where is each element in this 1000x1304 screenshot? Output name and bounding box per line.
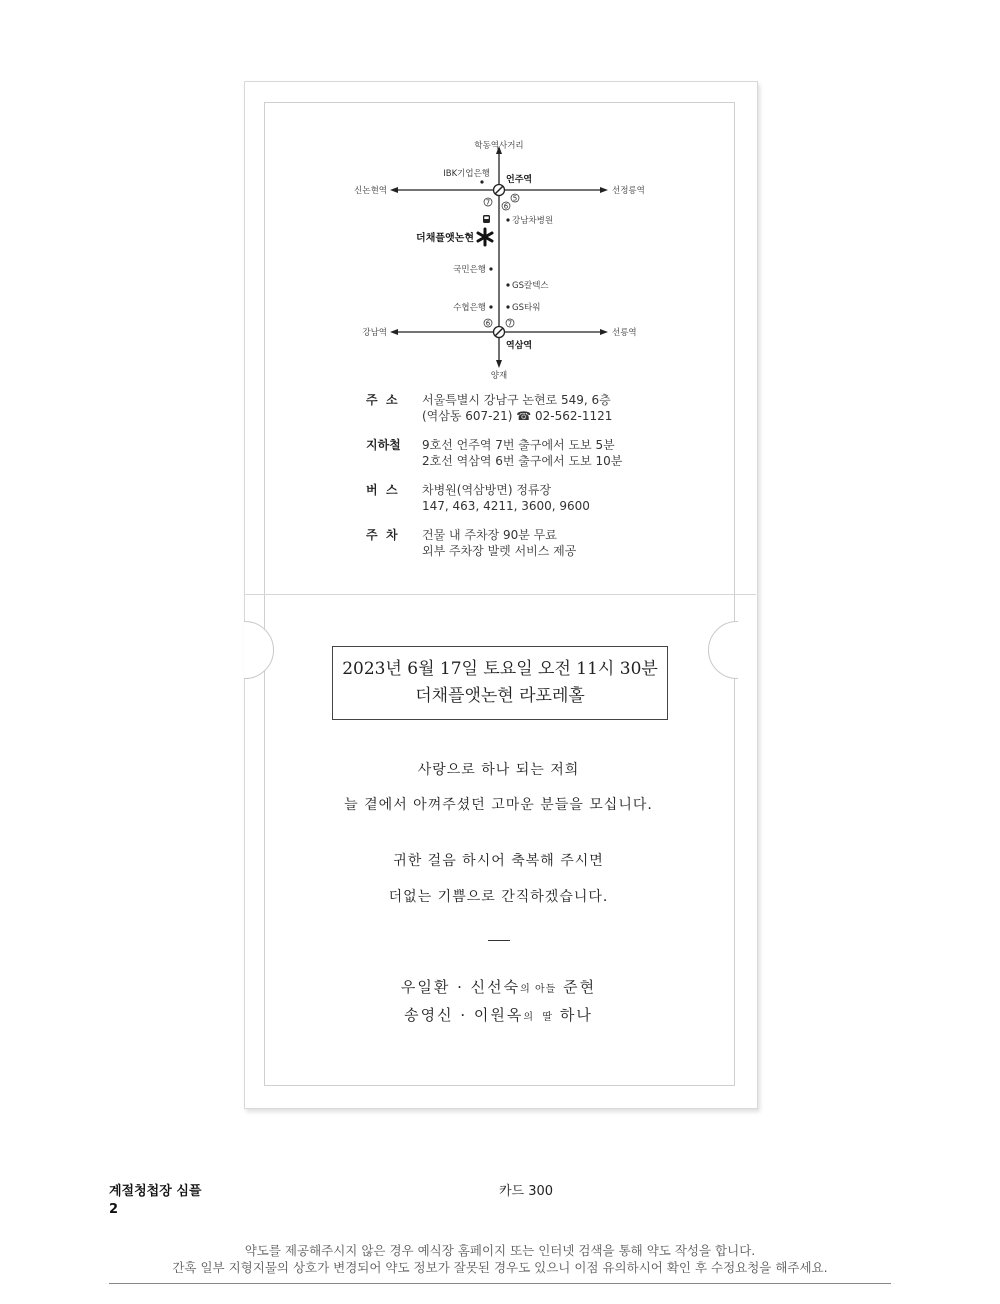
venue-label: 더채플앳논현: [416, 233, 474, 244]
message-line1: 사랑으로 하나 되는 저희: [417, 762, 580, 778]
north-label: 학동역사거리: [474, 141, 524, 151]
map-svg: [340, 130, 660, 390]
bus-line1: 차병원(역삼방면) 정류장: [422, 483, 552, 497]
suhyup-dot: [489, 305, 492, 308]
subway-line2: 2호선 역삼역 6번 출구에서 도보 10분: [422, 454, 623, 468]
product-name: 계절청첩장 심플: [109, 1184, 202, 1199]
event-datetime-box: [332, 646, 668, 720]
bus-icon: [483, 215, 490, 223]
top-west-label: 신논현역: [354, 186, 387, 196]
groom-parents: 우일환 · 신선숙: [400, 978, 521, 996]
gs-caltex-label: GS칼텍스: [512, 281, 549, 291]
hospital-label: 강남차병원: [512, 216, 554, 226]
exit-7-top-label: 7: [485, 198, 491, 207]
gs-caltex-dot: [506, 283, 509, 286]
arrow-east-bottom-icon: [600, 329, 608, 335]
groom-line: [264, 976, 733, 997]
address-label: 주 소: [366, 393, 398, 407]
footer-rule: [109, 1283, 891, 1284]
south-label: 양재: [490, 371, 508, 381]
product-code: 카드 300: [499, 1184, 554, 1199]
location-map: [340, 130, 660, 390]
event-datetime: 2023년 6월 17일 토요일 오전 11시 30분: [342, 659, 658, 679]
address-line1: 서울특별시 강남구 논현로 549, 6층: [422, 393, 611, 407]
address-row: [366, 392, 666, 424]
ibk-dot: [480, 180, 483, 183]
kookmin-dot: [489, 267, 492, 270]
subway-label: 지하철: [366, 438, 401, 452]
parking-line1: 건물 내 주차장 90분 무료: [422, 528, 557, 542]
exit-6-bottom-label: 6: [485, 319, 491, 328]
parking-label: 주 차: [366, 528, 398, 542]
kookmin-label: 국민은행: [453, 265, 486, 275]
divider-dash: [488, 940, 510, 941]
message-line3: 귀한 걸음 하시어 축복해 주시면: [393, 853, 604, 869]
arrow-east-top-icon: [600, 187, 608, 193]
groom-name: 준현: [563, 978, 597, 996]
left-notch: [216, 621, 274, 679]
parking-line2: 외부 주차장 발렛 서비스 제공: [422, 544, 577, 558]
gs-tower-label: GS타워: [512, 303, 541, 313]
hospital-dot: [506, 218, 509, 221]
bride-name: 하나: [559, 1006, 593, 1024]
bus-row: [366, 482, 666, 514]
subway-bottom-icon: [494, 327, 505, 338]
address-line2: (역삼동 607-21) ☎ 02-562-1121: [422, 409, 613, 423]
bride-parents: 송영신 · 이원옥: [404, 1006, 524, 1024]
bus-line2: 147, 463, 4211, 3600, 9600: [422, 499, 590, 513]
subway-top-icon: [494, 185, 505, 196]
arrow-west-bottom-icon: [390, 329, 398, 335]
exit-6-top-label: 6: [503, 202, 509, 211]
bottom-west-label: 강남역: [362, 328, 387, 338]
directions-info: [366, 392, 666, 572]
station-top-label: 언주역: [506, 175, 533, 185]
message-line2: 늘 곁에서 아껴주셨던 고마운 분들을 모십니다.: [344, 797, 653, 813]
venue-asterisk-icon: [478, 229, 492, 245]
top-east-label: 선정릉역: [612, 186, 645, 196]
bride-relation: 의 딸: [523, 1012, 554, 1023]
subway-row: [366, 437, 666, 469]
bus-label: 버 스: [366, 483, 398, 497]
notice-line2: 간혹 일부 지형지물의 상호가 변경되어 약도 정보가 잘못된 경우도 있으니 이점 유의하시어 확인 후 수정요청을 해주세요.: [172, 1260, 828, 1275]
bride-line: [264, 1004, 733, 1025]
suhyup-label: 수협은행: [453, 303, 486, 313]
notice-line1: 약도를 제공해주시지 않은 경우 예식장 홈페이지 또는 인터넷 검색을 통해 약도 작성을 합니다.: [244, 1243, 756, 1258]
gs-tower-dot: [506, 305, 509, 308]
bottom-east-label: 선릉역: [612, 328, 637, 338]
arrow-west-top-icon: [390, 187, 398, 193]
exit-7-bottom-label: 7: [507, 319, 513, 328]
event-venue: 더채플앳논현 라포레홀: [415, 686, 585, 706]
subway-line1: 9호선 언주역 7번 출구에서 도보 5분: [422, 438, 615, 452]
page-number: 2: [109, 1202, 119, 1217]
parking-row: [366, 527, 666, 559]
exit-5-top-label: 5: [512, 194, 518, 203]
fold-line: [244, 594, 756, 595]
arrow-south-icon: [496, 360, 502, 368]
message-line4: 더없는 기쁨으로 간직하겠습니다.: [388, 889, 609, 905]
groom-relation: 의 아들: [520, 984, 557, 995]
ibk-label: IBK기업은행: [443, 169, 490, 179]
station-bottom-label: 역삼역: [506, 341, 533, 351]
